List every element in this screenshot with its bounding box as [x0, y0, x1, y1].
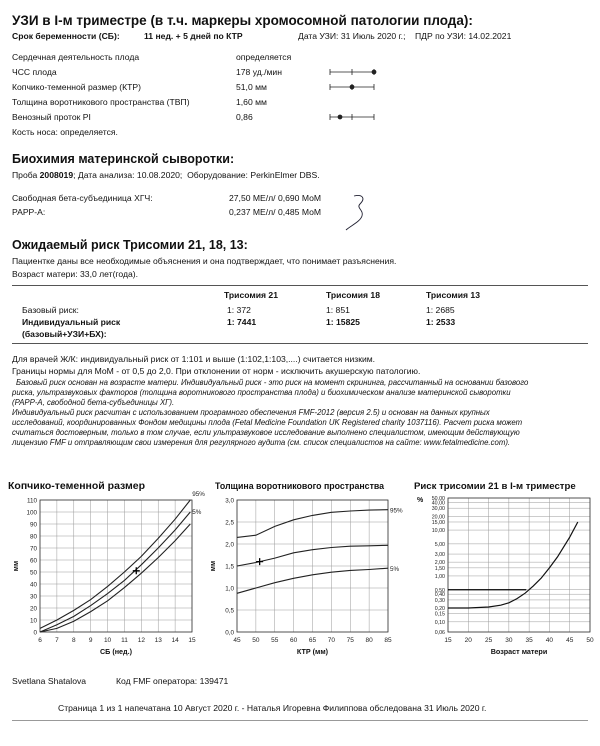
note-italic: (PAPP-A, свободной бета-субъединицы ХГ).	[12, 398, 175, 407]
x-tick-label: 15	[188, 637, 196, 644]
series-line-95pct	[40, 500, 190, 628]
divider	[12, 343, 588, 344]
nt-chart	[205, 476, 407, 668]
param-label: Венозный проток PI	[12, 112, 91, 122]
x-tick-label: 7	[55, 637, 59, 644]
series-label: 5%	[390, 566, 400, 574]
crl-chart	[4, 476, 210, 668]
crl-range-marker	[330, 84, 374, 90]
y-tick-label: 10	[29, 617, 37, 625]
sample-id: 2008019	[39, 170, 74, 180]
x-tick-label: 55	[271, 637, 279, 644]
page-footer: Страница 1 из 1 напечатана 10 Август 2020 г. - Наталья Игоревна Филиппова обследована 31 Июль 2020 г.	[58, 703, 487, 713]
note-italic: считаться достоверным, только в том случае, если ультразвуковое исследование выполнено специалистом, имеющим действующую	[12, 428, 520, 437]
x-tick-label: 80	[365, 637, 373, 644]
x-tick-label: 6	[38, 637, 42, 644]
disclaimer-text	[12, 378, 528, 448]
x-axis-label: СБ (нед.)	[99, 647, 133, 656]
chart-title: Копчико-теменной размер	[8, 480, 146, 492]
x-tick-label: 25	[484, 637, 493, 644]
x-axis-label: Возраст матери	[490, 647, 548, 656]
ductus-range-marker	[330, 114, 374, 120]
x-tick-label: 12	[137, 637, 145, 644]
y-tick-label: 1,0	[225, 585, 234, 593]
column-header: Трисомия 21	[224, 290, 278, 300]
x-tick-label: 50	[252, 637, 260, 644]
y-tick-label: 30	[29, 593, 37, 601]
y-tick-label: 0,15	[434, 611, 445, 618]
x-tick-label: 50	[586, 637, 594, 644]
y-axis-label: мм	[210, 560, 217, 572]
papp-value: 0,237 МЕ/л/ 0,485 МоМ	[229, 207, 322, 217]
x-tick-label: 14	[171, 637, 179, 644]
param-label: Толщина воротникового пространства (ТВП)	[12, 97, 190, 107]
divider	[12, 285, 588, 286]
x-tick-label: 9	[88, 637, 93, 644]
x-tick-label: 30	[505, 637, 513, 644]
x-tick-label: 10	[103, 637, 112, 644]
x-axis-label: КТР (мм)	[296, 647, 329, 656]
y-tick-label: 3,00	[434, 552, 445, 559]
y-tick-label: 0	[33, 629, 37, 637]
plot-frame	[40, 500, 192, 632]
gestation-label: Срок беременности (СБ):	[12, 31, 120, 41]
param-label: Сердечная деятельность плода	[12, 52, 140, 62]
y-tick-label: 0,10	[434, 619, 445, 626]
y-tick-label: 40	[29, 581, 37, 589]
param-value: определяется	[236, 52, 292, 62]
due-date: ПДР по УЗИ: 14.02.2021	[415, 31, 512, 41]
series-line-5pct	[40, 524, 190, 632]
chart-title: Толщина воротникового пространства	[215, 481, 385, 491]
y-tick-label: 0,50	[434, 587, 445, 594]
x-tick-label: 60	[290, 637, 298, 644]
note-line: Границы нормы для МоМ - от 0,5 до 2,0. При отклонении от норм - исключить акушерскую патологию.	[12, 366, 421, 376]
note-italic: риска, ультразвуковых факторов (толщина воротникового пространства плода) и биохимическом анализе материнской сыворотки	[12, 388, 511, 397]
individual-label-2: (базовый+УЗИ+БХ):	[22, 329, 107, 339]
x-tick-label: 45	[233, 637, 241, 644]
plot-frame	[448, 498, 590, 632]
y-tick-label: 30,00	[431, 506, 445, 513]
y-tick-label: 0,40	[434, 592, 445, 599]
note-line: Для врачей Ж/К: индивидуальный риск от 1:101 и выше (1:102,1:103,....) считается низким.	[12, 354, 376, 364]
patient-point	[133, 567, 140, 574]
table-cell: 1: 2533	[426, 317, 456, 327]
y-axis-label: %	[417, 497, 424, 504]
x-tick-label: 11	[121, 637, 128, 644]
y-tick-label: 60	[29, 557, 37, 565]
x-tick-label: 13	[154, 637, 162, 644]
patient-point	[256, 558, 263, 565]
y-tick-label: 0,06	[434, 630, 445, 636]
hr-range-marker	[330, 69, 376, 75]
equipment: Оборудование: PerkinElmer DBS.	[187, 170, 320, 180]
operator-name: Svetlana Shatalova	[12, 676, 87, 686]
x-tick-label: 65	[308, 637, 317, 644]
y-tick-label: 0,30	[434, 597, 445, 604]
y-tick-label: 0,20	[434, 606, 445, 613]
y-tick-label: 40,00	[431, 500, 445, 507]
column-header: Трисомия 18	[326, 290, 380, 300]
series-label: 95%	[192, 491, 205, 498]
y-axis-label: мм	[13, 560, 20, 572]
column-header: Трисомия 13	[426, 290, 480, 300]
y-tick-label: 50	[29, 569, 37, 577]
y-tick-label: 2,5	[225, 519, 234, 527]
y-tick-label: 0,5	[225, 607, 234, 615]
chart-title: Риск трисомии 21 в I-м триместре	[414, 481, 576, 492]
maternal-age: Возраст матери: 33,0 лет(года).	[12, 269, 139, 279]
x-tick-label: 75	[346, 637, 354, 644]
y-tick-label: 3,0	[225, 497, 234, 505]
param-value: 178 уд./мин	[236, 67, 282, 77]
analysis-date: ; Дата анализа: 10.08.2020;	[73, 170, 183, 180]
scan-date: Дата УЗИ: 31 Июль 2020 г.;	[298, 31, 406, 41]
hcg-label: Свободная бета-субъединица ХГЧ:	[12, 193, 153, 203]
table-cell: 1: 2685	[426, 305, 455, 315]
y-tick-label: 70	[29, 545, 37, 553]
y-tick-label: 1,00	[434, 573, 445, 580]
y-tick-label: 20,00	[431, 514, 445, 521]
param-label: Копчико-теменной размер (КТР)	[12, 82, 141, 92]
risk-title: Ожидаемый риск Трисомии 21, 18, 13:	[12, 238, 248, 252]
y-tick-label: 1,50	[434, 565, 445, 572]
range-indicators	[326, 62, 386, 124]
note-italic: Индивидуальный риск расчитан с использованием програмного обеспечения FMF-2012 (версия 2.5) и основан на данных крупных	[12, 408, 490, 417]
param-value: 0,86	[236, 112, 253, 122]
biochem-title: Биохимия материнской сыворотки:	[12, 152, 235, 166]
y-tick-label: 1,5	[225, 563, 234, 571]
signature-mark	[340, 192, 376, 234]
x-tick-label: 40	[545, 637, 554, 644]
y-tick-label: 90	[29, 521, 37, 529]
table-cell: 1: 7441	[227, 317, 257, 327]
y-tick-label: 80	[29, 533, 37, 541]
y-tick-label: 100	[26, 509, 37, 517]
y-tick-label: 2,0	[225, 541, 234, 549]
y-tick-label: 50,00	[431, 496, 445, 502]
y-tick-label: 15,00	[431, 519, 445, 526]
series-label: 95%	[390, 507, 403, 515]
individual-label: Индивидуальный риск	[22, 317, 121, 327]
sample-prefix: Проба	[12, 170, 38, 180]
table-cell: 1: 851	[326, 305, 350, 315]
x-tick-label: 85	[384, 637, 392, 644]
divider	[12, 720, 588, 721]
x-tick-label: 70	[327, 637, 335, 644]
risk-curve	[448, 522, 578, 608]
param-value: 51,0 мм	[236, 82, 267, 92]
table-cell: 1: 372	[227, 305, 251, 315]
x-tick-label: 8	[71, 637, 76, 644]
x-tick-label: 35	[525, 637, 533, 644]
y-tick-label: 20	[29, 605, 37, 613]
x-tick-label: 15	[444, 637, 452, 644]
param-value: 1,60 мм	[236, 97, 267, 107]
nasal-bone: Кость носа: определяется.	[12, 127, 118, 137]
note-italic: исследований, координированных Фондом медицины плода (Fetal Medicine Foundation UK Registered charity 1037116). Расчет риска может	[12, 418, 523, 427]
y-tick-label: 2,00	[434, 560, 445, 567]
hcg-value: 27,50 МЕ/л/ 0,690 МоМ	[229, 193, 322, 203]
table-cell: 1: 15825	[326, 317, 360, 327]
gestation-value: 11 нед. + 5 дней по КТР	[144, 31, 243, 41]
note-italic: лицензию FMF и отправляющим свои измерения для регулярного аудита (см. список специалистов на сайте: www.fetalmedicine.com).	[12, 438, 511, 447]
y-tick-label: 110	[26, 497, 37, 505]
baseline-label: Базовый риск:	[22, 305, 79, 315]
x-tick-label: 20	[464, 637, 472, 644]
x-tick-label: 45	[566, 637, 574, 644]
y-tick-label: 0,0	[225, 629, 234, 637]
t21-risk-chart	[408, 476, 600, 668]
sample-line	[12, 170, 320, 181]
page-title: УЗИ в I-м триместре (в т.ч. маркеры хромосомной патологии плода):	[12, 13, 473, 28]
param-label: ЧСС плода	[12, 67, 57, 77]
note-italic: Базовый риск основан на возрасте матери. Индивидуальный риск - это риск на момент скрининга, рассчитанный на основании базового	[16, 378, 529, 387]
operator-code: Код FMF оператора: 139471	[116, 676, 229, 686]
papp-label: PAPP-A:	[12, 207, 46, 217]
series-label: 5%	[192, 509, 202, 516]
y-tick-label: 10,00	[431, 528, 445, 535]
consent-text: Пациентке даны все необходимые объяснения и она подтверждает, что понимает разъяснения.	[12, 256, 397, 266]
y-tick-label: 5,00	[434, 541, 445, 548]
